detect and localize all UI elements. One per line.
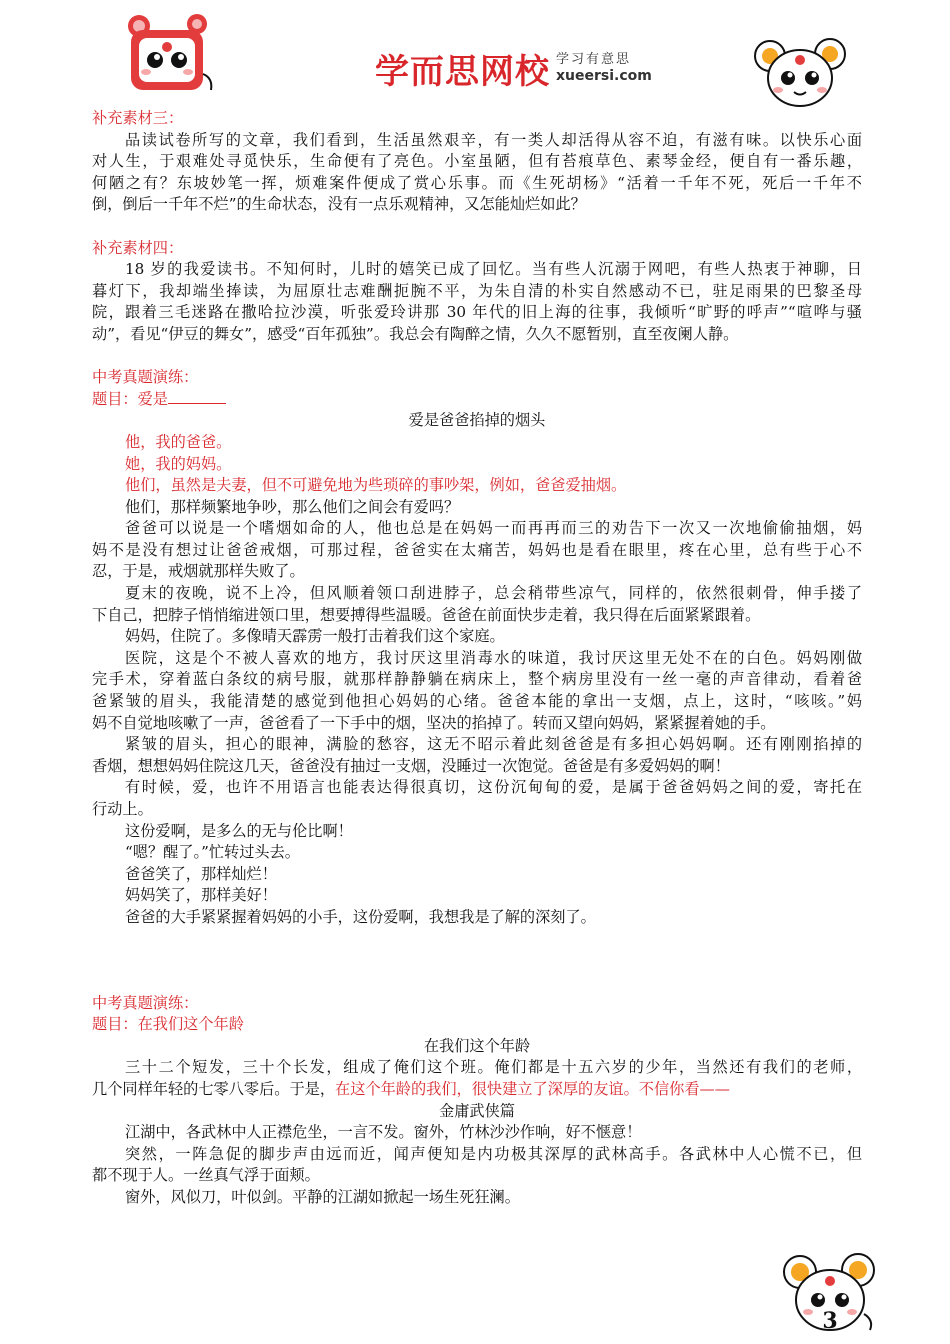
exam1-line: 医院，这是个不被人喜欢的地方，我讨厌这里消毒水的味道，我讨厌这里无处不在的白色。妈妈刚做: [125, 648, 862, 667]
section3-line: 倒，倒后一千年不烂”的生命状态，没有一点乐观精神，又怎能灿烂如此？: [92, 195, 586, 214]
mouse-mascot-icon: [780, 1248, 880, 1338]
exam2-topic: 题目：在我们这个年龄: [92, 1015, 244, 1034]
exam2-line: 窗外，风似刀，叶似剑。平静的江湖如掀起一场生死狂澜。: [125, 1187, 520, 1206]
exam1-line: 这份爱啊，是多么的无与伦比啊！: [125, 821, 353, 840]
brand-logo: [375, 46, 652, 90]
section4-title: 补充素材四：: [92, 238, 184, 257]
exam2-heading: 中考真题演练：: [92, 993, 199, 1012]
exam1-topic: 题目：爱是: [92, 389, 862, 411]
exam1-line: 妈妈笑了，那样美好！: [125, 886, 277, 905]
exam1-essay-title: 爱是爸爸掐掉的烟头: [408, 411, 546, 430]
section4-line: 院，跟着三毛迷路在撒哈拉沙漠，听张爱玲讲那 30 年代的旧上海的往事，我倾听“旷野的呼声”“喧哗与骚: [92, 303, 862, 322]
section4-line: 18 岁的我爱读书。不知何时，儿时的嬉笑已成了回忆。当有些人沉溺于网吧，有些人热衷于神聊，日: [125, 260, 862, 279]
page-number-mascot: [780, 1248, 880, 1338]
exam1-line: 忍，于是，戒烟就那样失败了。: [92, 562, 305, 581]
exam1-line: 爸紧皱的眉头，我能清楚的感觉到他担心妈妈的心绪。爸爸本能的拿出一支烟，点上，这时，“咳咳。”妈: [92, 692, 862, 711]
brand-name: 学而思网校: [375, 51, 550, 92]
exam1-line: 有时候，爱，也许不用语言也能表达得很真切，这份沉甸甸的爱，是属于爸爸妈妈之间的爱，寄托在: [125, 778, 862, 797]
section3-title: 补充素材三：: [92, 109, 184, 127]
brand-url: xueersi.com: [556, 68, 652, 84]
exam1-line: 妈不是没有想过让爸爸戒烟，可那过程，爸爸实在太痛苦，妈妈也是看在眼里，疼在心里，总有些于心不: [92, 540, 862, 559]
exam1-line: “嗯？醒了。”忙转过头去。: [125, 843, 300, 862]
exam2-line: 几个同样年轻的七零八零后。于是，在这个年龄的我们，很快建立了深厚的友谊。不信你看——: [92, 1079, 730, 1098]
exam1-red-line: 他，我的爸爸。: [125, 432, 232, 451]
mascot-right-icon: [752, 34, 848, 110]
exam2-line: 江湖中，各武林中人正襟危坐，一言不发。窗外，竹林沙沙作响，好不惬意！: [125, 1123, 642, 1142]
exam2-line: 突然，一阵急促的脚步声由远而近，闻声便知是内功极其深厚的武林高手。各武林中人心慌不已，但: [125, 1144, 862, 1163]
exam1-line: 爸爸笑了，那样灿烂！: [125, 864, 277, 883]
mascot-left-icon: [125, 14, 215, 96]
exam1-line: 香烟，想想妈妈住院这几天，爸爸没有抽过一支烟，没睡过一次饱觉。爸爸是有多爱妈妈的啊！: [92, 756, 730, 775]
exam2-subtitle: 金庸武侠篇: [439, 1101, 515, 1120]
exam2-line: 三十二个短发，三十个长发，组成了俺们这个班。俺们都是十五六岁的少年，当然还有我们的老师，: [125, 1058, 862, 1077]
exam1-line: 他们，那样频繁地争吵，那么他们之间会有爱吗？: [125, 497, 460, 516]
exam1-line: 完手术，穿着蓝白条纹的病号服，就那样静静躺在病床上，整个病房里没有一丝一毫的声音律动，看着爸: [92, 670, 862, 689]
exam1-line: 妈妈，住院了。多像晴天霹雳一般打击着我们这个家庭。: [125, 627, 505, 646]
exam2-line: 都不现于人。一丝真气浮于面颊。: [92, 1166, 320, 1185]
topic-blank: [168, 389, 226, 404]
section3-line: 对人生，于艰难处寻觅快乐，生命便有了亮色。小室虽陋，但有苔痕草色、素琴金经，便自有一番乐趣，: [92, 152, 862, 171]
exam1-heading: 中考真题演练：: [92, 368, 199, 387]
exam2-essay-title: 在我们这个年龄: [423, 1036, 531, 1055]
exam1-line: 爸爸可以说是一个嗜烟如命的人，他也总是在妈妈一而再再而三的劝告下一次又一次地偷偷抽烟，妈: [125, 519, 862, 538]
section3-line: 何陋之有？东坡妙笔一挥，烦难案件便成了赏心乐事。而《生死胡杨》“活着一千年不死，死后一千年不: [92, 173, 862, 192]
exam1-red-line: 她，我的妈妈。: [125, 454, 232, 473]
page-header: [0, 0, 950, 110]
exam1-line: 妈不自觉地咳嗽了一声，爸爸看了一下手中的烟，坚决的掐掉了。转而又望向妈妈，紧紧握着她的手。: [92, 713, 776, 732]
exam1-line: 行动上。: [92, 800, 153, 818]
page-number: 3: [822, 1308, 838, 1334]
section4-line: 动”，看见“伊豆的舞女”，感受“百年孤独”。我总会有陶醉之情，久久不愿暂别，直至夜阑人静。: [92, 324, 739, 343]
exam1-red-line: 他们，虽然是夫妻，但不可避免地为些琐碎的事吵架，例如，爸爸爱抽烟。: [125, 476, 627, 495]
section4-line: 暮灯下，我却端坐捧读，为屈原壮志难酬扼腕不平，为朱自清的朴实自然感动不已，驻足雨果的巴黎圣母: [92, 281, 862, 300]
exam1-line: 紧皱的眉头，担心的眼神，满脸的愁容，这无不昭示着此刻爸爸是有多担心妈妈啊。还有刚刚掐掉的: [125, 735, 862, 754]
brand-slogan: 学习有意思: [556, 52, 632, 67]
exam1-line: 夏末的夜晚，说不上冷，但风顺着领口刮进脖子，总会稍带些凉气，同样的，依然很刺骨，伸手搂了: [125, 584, 862, 603]
exam1-line: 爸爸的大手紧紧握着妈妈的小手，这份爱啊，我想我是了解的深刻了。: [125, 907, 596, 926]
section3-line: 品读试卷所写的文章，我们看到，生活虽然艰辛，有一类人却活得从容不迫，有滋有味。以快乐心面: [125, 130, 862, 149]
document-body: [92, 108, 862, 1209]
exam1-line: 下自己，把脖子悄悄缩进领口里，想要搏得些温暖。爸爸在前面快步走着，我只得在后面紧紧跟着。: [92, 605, 761, 624]
